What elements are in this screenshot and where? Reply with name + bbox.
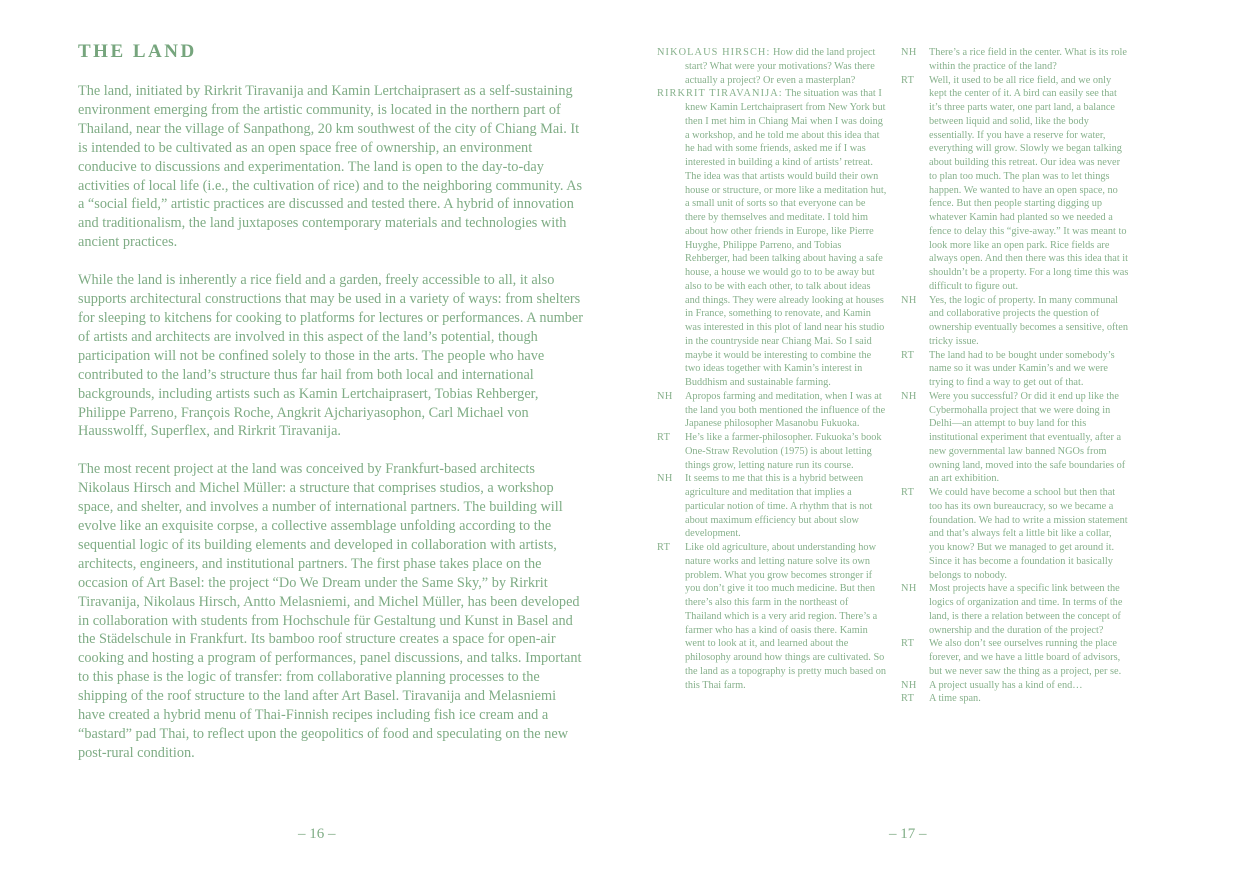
entry-text: How did the land project start? What were your motivations? Was there actually a project? Or even a masterplan? bbox=[685, 47, 876, 86]
interview-entry bbox=[901, 390, 1129, 486]
left-page bbox=[78, 40, 583, 782]
interview-entry bbox=[901, 294, 1129, 349]
entry-text: There’s a rice field in the center. What is its role within the practice of the land? bbox=[929, 47, 1127, 72]
interview-entry bbox=[657, 472, 887, 541]
entry-text: Most projects have a specific link between the logics of organization and time. In terms of the land, is there a relation between the concept of ownership and the duration of the project? bbox=[929, 583, 1123, 636]
interview-entry bbox=[901, 679, 1129, 693]
entry-text: Were you successful? Or did it end up like the Cybermohalla project that we were doing in Delhi—an attempt to buy land for this institutional experiment that eventually, after a new governmental law banned NGOs from owning land, moved into the safe boundaries of an art exhibition. bbox=[929, 390, 1126, 485]
entry-text: Well, it used to be all rice field, and we only kept the center of it. A bird can easily see that it’s three parts water, one part land, a balance between liquid and solid, like the body essentially. If you have a reserve for water, everything will grow. Slowly we began talking about building this retreat. Our idea was never to plan too much. The plan was to let things happen. We wanted to have an open space, no fence. But then people starting digging up whatever Kamin had planted so we needed a fence to delay this “give-away.” It was meant to look more like an open park. Rice fields are always open. And then there was this idea that it shouldn’t be a property. For a long time this was difficult to figure out. bbox=[929, 74, 1129, 292]
entry-text: Like old agriculture, about understanding how nature works and letting nature solve its own problem. What you grow becomes stronger if you don’t give it too much medicine. But then there’s also this farm in the northeast of Thailand which is a very arid region. There’s a farmer who has a kind of oasis there. Kamin went to look at it, and learned about the philosophy around how things are cultivated. So the land as a topography is pretty much based on this Thai farm. bbox=[685, 542, 887, 691]
entry-text: We could have become a school but then that too has its own bureaucracy, so we became a foundation. We had to write a mission statement and that’s always felt a little bit like a collar, you know? But we managed to get around it. Since it has become a foundation it basically belongs to nobody. bbox=[929, 487, 1128, 581]
speaker-label: NH bbox=[657, 473, 673, 485]
speaker-label: RT bbox=[901, 487, 915, 498]
entry-text: A time span. bbox=[929, 693, 981, 705]
speaker-label: NH bbox=[901, 583, 917, 595]
interview-entry bbox=[657, 390, 887, 431]
speaker-label: RT bbox=[901, 638, 915, 650]
speaker-label: NH bbox=[901, 390, 917, 402]
speaker-label: RT bbox=[901, 74, 915, 86]
entry-text: The situation was that I knew Kamin Lertchaiprasert from New York but then I met him in Chiang Mai when I was doing a workshop, and he told me about this idea that he had with some friends, asked me if I was interested in building a kind of artists’ retreat. The idea was that artists would build their own house or structure, or more like a meditation hut, a small unit of sorts so that everyone can be there by themselves and meditate. I told him about how other friends in Europe, like Pierre Huyghe, Philippe Parreno, and Tobias Rehberger, had been talking about having a safe house, a house we would go to to be away but also to be with each other, to talk about ideas and things. They were already looking at houses in France, something to renovate, and Kamin was interested in this plot of land near his studio in the countryside near Chiang Mai. So I said maybe it would be interesting to combine the two ideas together with Kamin’s interest in Buddhism and sustainable farming. bbox=[685, 88, 887, 388]
interview-column-b bbox=[901, 46, 1129, 706]
entry-text: It seems to me that this is a hybrid between agriculture and meditation that implies a particular notion of time. A rhythm that is not about maximum efficiency but about slow development. bbox=[685, 473, 873, 540]
interview-entry bbox=[657, 541, 887, 692]
interview-entry bbox=[901, 74, 1129, 294]
interview-entry bbox=[901, 349, 1129, 390]
interview-column-a bbox=[657, 46, 887, 692]
speaker-label: RT bbox=[657, 542, 671, 553]
interview-entry bbox=[901, 486, 1129, 582]
page-number-right: – 17 – bbox=[889, 826, 927, 842]
speaker-label: RT bbox=[657, 432, 671, 443]
interview-entry bbox=[901, 692, 1129, 706]
body-paragraph-3: The most recent project at the land was conceived by Frankfurt-based architects Nikolaus Hirsch and Michel Müller: a structure that comprises studios, a workshop space, and shelter, and involves a number of international partners. The building will evolve like an exquisite corpse, a collective assemblage unfolding according to the sequential logic of its building elements and developed in collaboration with artists, architects, engineers, and institutional partners. The first phase takes place on the occasion of Art Basel: the project “Do We Dream under the Same Sky,” by Rirkrit Tiravanija, Nikolaus Hirsch, Antto Melasniemi, and Michel Müller, has been developed in collaboration with students from Hochschule für Gestaltung und Kunst in Basel and the Städelschule in Frankfurt. Its bamboo roof structure creates a space for open-air cooking and hosting a program of performances, panel discussions, and talks. Important to this phase is the logic of transfer: from collaborative planning processes to the shipping of the roof structure to the land after Art Basel. Tiravanija and Melasniemi have created a hybrid menu of Thai-Finnish recipes including fish ice cream and a “bastard” pad Thai, to reflect upon the geopolitics of food and speculating on the new post-rural condition. bbox=[78, 461, 582, 761]
speaker-label: RT bbox=[901, 693, 915, 705]
interview-entry bbox=[901, 46, 1129, 74]
entry-text: The land had to be bought under somebody’s name so it was under Kamin’s and we were trying to find a way to get out of that. bbox=[929, 349, 1115, 388]
speaker-label: NH bbox=[657, 390, 673, 402]
body-paragraph-2: While the land is inherently a rice field and a garden, freely accessible to all, it also supports architectural constructions that may be used in a variety of ways: from shelters for sleeping to kitchens for cooking to platforms for lectures or performances. A number of artists and architects are involved in this aspect of the land’s potential, though participation will not be confined solely to those in the arts. The people who have contributed to the land’s structure thus far hail from both local and international backgrounds, including artists such as Kamin Lertchaiprasert, Tobias Rehberger, Philippe Parreno, François Roche, Angkrit Ajchariyasophon, Carl Michael von Hausswolff, Superflex, and Rirkrit Tiravanija. bbox=[78, 272, 584, 440]
interview-entry bbox=[901, 582, 1129, 637]
speaker-label: NIKOLAUS HIRSCH: bbox=[657, 47, 771, 58]
entry-text: Apropos farming and meditation, when I was at the land you both mentioned the influence of the Japanese philosopher Masanobu Fukuoka. bbox=[685, 390, 886, 430]
interview-entry bbox=[657, 431, 887, 472]
speaker-label: RT bbox=[901, 349, 915, 361]
speaker-label: NH bbox=[901, 294, 917, 306]
entry-text: Yes, the logic of property. In many communal and collaborative projects the question of ownership eventually becomes a sensitive, often tricky issue. bbox=[929, 294, 1129, 347]
entry-text: We also don’t see ourselves running the place forever, and we have a little board of advisors, but we never saw the thing as a project, per se. bbox=[929, 638, 1122, 677]
speaker-label: NH bbox=[901, 679, 917, 691]
entry-text: A project usually has a kind of end… bbox=[929, 679, 1083, 691]
interview-entry bbox=[657, 87, 887, 390]
speaker-label: RIRKRIT TIRAVANIJA: bbox=[657, 88, 783, 100]
body-paragraph-1: The land, initiated by Rirkrit Tiravanija and Kamin Lertchaiprasert as a self-sustaining environment emerging from the artistic community, is located in the northern part of Thailand, near the village of Sanpathong, 20 km southwest of the city of Chiang Mai. It is intended to be cultivated as an open space free of ownership, an environment conducive to discussions and experimentation. The land is open to the day-to-day activities of local life (i.e., the cultivation of rice) and to the neighboring community. As a “social field,” artistic practices are discussed and tested there. A hybrid of innovation and traditionalism, the land juxtaposes contemporary materials and technologies with ancient practices. bbox=[78, 83, 583, 251]
speaker-label: NH bbox=[901, 47, 917, 58]
page-title: THE LAND bbox=[78, 41, 197, 62]
page-number-left: – 16 – bbox=[298, 826, 336, 842]
interview-entry bbox=[657, 46, 887, 87]
entry-text: He’s like a farmer-philosopher. Fukuoka’s book One-Straw Revolution (1975) is about letting things grow, letting nature run its course. bbox=[685, 432, 882, 471]
interview-entry bbox=[901, 637, 1129, 678]
